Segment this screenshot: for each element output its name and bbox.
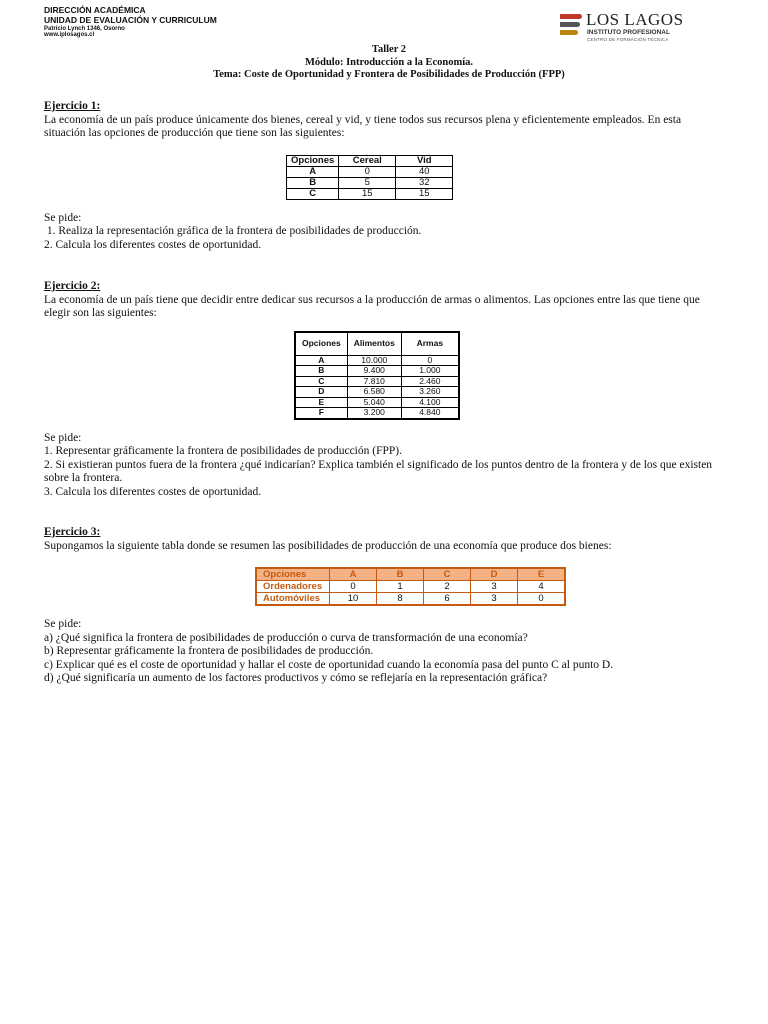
table-cell: B bbox=[287, 177, 339, 188]
table-cell: C bbox=[287, 188, 339, 199]
table-cell: Ordenadores bbox=[256, 581, 330, 593]
table-cell: 1.000 bbox=[401, 366, 459, 377]
table-row bbox=[295, 366, 459, 377]
table-cell: 10 bbox=[330, 593, 377, 606]
title-taller: Taller 2 bbox=[371, 44, 407, 55]
logo-stripes-icon bbox=[560, 14, 582, 38]
table-cell: 3.260 bbox=[401, 387, 459, 398]
ex3-question-c: c) Explicar qué es el coste de oportunidad y hallar el coste de oportunidad cuando la economía pasa del punto C al punto D. bbox=[44, 658, 614, 671]
table-cell: 4.100 bbox=[401, 397, 459, 408]
ex3-intro: Supongamos la siguiente tabla donde se resumen las posibilidades de producción de una economía que produce dos bienes: bbox=[44, 539, 612, 552]
table-row bbox=[256, 581, 565, 593]
ex1-se-pide: Se pide: bbox=[44, 211, 82, 224]
table-cell: 32 bbox=[396, 177, 453, 188]
table-cell: 3 bbox=[471, 581, 518, 593]
ex2-question-3: 3. Calcula los diferentes costes de oportunidad. bbox=[44, 485, 262, 498]
table-header-cell: C bbox=[424, 568, 471, 581]
ex2-question-1: 1. Representar gráficamente la frontera de posibilidades de producción (FPP). bbox=[44, 445, 402, 457]
table-cell: 4 bbox=[518, 581, 566, 593]
table-header-cell: A bbox=[330, 568, 377, 581]
logo-subtitle-2: CENTRO DE FORMACIÓN TÉCNICA bbox=[587, 37, 669, 42]
table-row bbox=[256, 593, 565, 606]
table-cell: 0 bbox=[330, 581, 377, 593]
table-cell: 40 bbox=[396, 166, 453, 177]
table-header-row bbox=[295, 332, 459, 356]
ex1-title: Ejercicio 1: bbox=[44, 100, 101, 112]
logo-subtitle-1: INSTITUTO PROFESIONAL bbox=[587, 29, 670, 36]
ex1-table bbox=[286, 155, 453, 200]
ex3-question-b: b) Representar gráficamente la frontera de posibilidades de producción. bbox=[44, 645, 374, 657]
table-header-cell: Opciones bbox=[287, 155, 339, 166]
ex1-question-1: 1. Realiza la representación gráfica de la frontera de posibilidades de producción. bbox=[44, 225, 422, 237]
table-cell: 10.000 bbox=[347, 355, 401, 366]
table-row bbox=[287, 166, 453, 177]
table-cell: 15 bbox=[396, 188, 453, 199]
table-cell: 3 bbox=[471, 593, 518, 606]
ex3-se-pide: Se pide: bbox=[44, 618, 82, 630]
header-line-address: Patricio Lynch 1346, Osorno bbox=[44, 25, 125, 32]
table-row bbox=[295, 387, 459, 398]
table-cell: E bbox=[295, 397, 347, 408]
header-info bbox=[44, 6, 217, 39]
table-header-cell: Armas bbox=[401, 332, 459, 356]
table-cell: 4.840 bbox=[401, 408, 459, 419]
header-line-website: www.iplosagos.cl bbox=[44, 32, 95, 39]
document-titles bbox=[0, 44, 768, 82]
ex2-table bbox=[294, 331, 460, 420]
title-modulo: Módulo: Introducción a la Economía. bbox=[304, 56, 474, 68]
table-header-row bbox=[287, 155, 453, 166]
ex2-question-2: 2. Si existieran puntos fuera de la frontera ¿qué indicarían? Explica también el significado de los puntos dentro de la frontera y de los que existen sobre la frontera. bbox=[44, 458, 713, 484]
table-cell: 3.200 bbox=[347, 408, 401, 419]
table-row bbox=[295, 397, 459, 408]
los-lagos-logo bbox=[560, 10, 690, 44]
ex1-intro: La economía de un país produce únicamente dos bienes, cereal y vid, y tiene todos sus recursos plena y eficientemente empleados. En esta situación las opciones de producción que tiene son las siguientes: bbox=[44, 113, 682, 139]
table-cell: 5.040 bbox=[347, 397, 401, 408]
table-header-cell: Opciones bbox=[256, 568, 330, 581]
table-row bbox=[287, 188, 453, 199]
table-cell: 5 bbox=[339, 177, 396, 188]
table-cell: Automóviles bbox=[256, 593, 330, 606]
ex1-question-2: 2. Calcula los diferentes costes de oportunidad. bbox=[44, 238, 262, 251]
header-line-direccion: DIRECCIÓN ACADÉMICA bbox=[44, 5, 146, 15]
table-cell: 2 bbox=[424, 581, 471, 593]
table-header-cell: Opciones bbox=[295, 332, 347, 356]
ex2-intro: La economía de un país tiene que decidir entre dedicar sus recursos a la producción de armas o alimentos. Las opciones entre las que tiene que elegir son las siguientes: bbox=[44, 293, 700, 319]
table-cell: 2.460 bbox=[401, 376, 459, 387]
ex3-title: Ejercicio 3: bbox=[44, 526, 101, 538]
table-row bbox=[295, 408, 459, 419]
table-cell: A bbox=[295, 355, 347, 366]
table-cell: 6.580 bbox=[347, 387, 401, 398]
ex2-title: Ejercicio 2: bbox=[44, 280, 101, 292]
table-cell: 9.400 bbox=[347, 366, 401, 377]
table-header-cell: Vid bbox=[396, 155, 453, 166]
table-header-cell: E bbox=[518, 568, 566, 581]
header-line-unidad: UNIDAD DE EVALUACIÓN Y CURRICULUM bbox=[44, 14, 217, 25]
table-header-cell: Cereal bbox=[339, 155, 396, 166]
ex3-question-a: a) ¿Qué significa la frontera de posibilidades de producción o curva de transformación de una economía? bbox=[44, 631, 528, 644]
ex2-se-pide: Se pide: bbox=[44, 431, 82, 444]
table-header-cell: D bbox=[471, 568, 518, 581]
table-cell: B bbox=[295, 366, 347, 377]
table-cell: 0 bbox=[518, 593, 566, 606]
document-body bbox=[44, 100, 724, 686]
title-tema: Tema: Coste de Oportunidad y Frontera de Posibilidades de Producción (FPP) bbox=[213, 69, 565, 81]
table-header-cell: B bbox=[377, 568, 424, 581]
ex3-question-d: d) ¿Qué significaría un aumento de los factores productivos y cómo se reflejaría en la representación gráfica? bbox=[44, 672, 548, 684]
table-cell: 8 bbox=[377, 593, 424, 606]
ex3-table bbox=[255, 567, 566, 606]
table-cell: 7.810 bbox=[347, 376, 401, 387]
table-cell: D bbox=[295, 387, 347, 398]
table-row bbox=[295, 355, 459, 366]
table-row bbox=[287, 177, 453, 188]
table-cell: 1 bbox=[377, 581, 424, 593]
logo-brand-name: LOS LAGOS bbox=[586, 10, 684, 29]
table-cell: F bbox=[295, 408, 347, 419]
table-row bbox=[295, 376, 459, 387]
table-cell: 6 bbox=[424, 593, 471, 606]
table-cell: 0 bbox=[339, 166, 396, 177]
table-cell: 0 bbox=[401, 355, 459, 366]
table-header-row bbox=[256, 568, 565, 581]
table-cell: C bbox=[295, 376, 347, 387]
table-cell: 15 bbox=[339, 188, 396, 199]
table-header-cell: Alimentos bbox=[347, 332, 401, 356]
table-cell: A bbox=[287, 166, 339, 177]
